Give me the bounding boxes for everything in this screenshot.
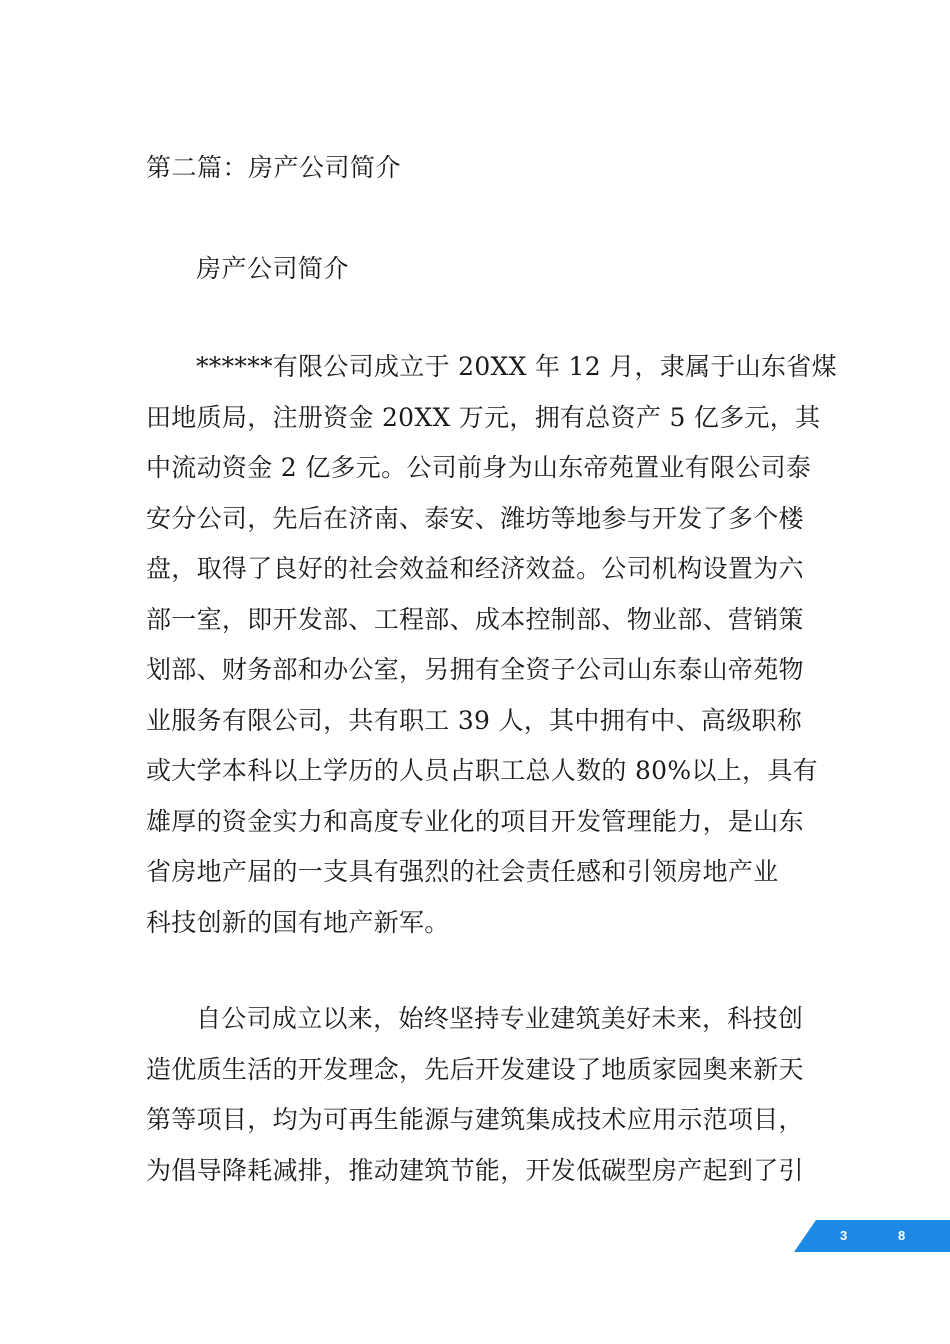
paragraph-line: 科技创新的国有地产新军。 [146, 907, 450, 937]
paragraph-line: 自公司成立以来，始终坚持专业建筑美好未来，科技创 [196, 1004, 804, 1033]
paragraph-line: 盘，取得了良好的社会效益和经济效益。公司机构设置为六 [146, 554, 804, 583]
paragraph-line: 部一室，即开发部、工程部、成本控制部、物业部、营销策 [146, 604, 804, 634]
paragraph-line: 省房地产届的一支具有强烈的社会责任感和引领房地产业 [146, 857, 779, 886]
paragraph-line: 划部、财务部和办公室，另拥有全资子公司山东泰山帝苑物 [146, 655, 804, 684]
paragraph-line: 业服务有限公司，共有职工 39 人，其中拥有中、高级职称 [146, 705, 803, 735]
paragraph-line: 第等项目，均为可再生能源与建筑集成技术应用示范项目， [146, 1105, 804, 1134]
paragraph-line: 造优质生活的开发理念，先后开发建设了地质家园奥来新天 [146, 1054, 804, 1084]
section-title: 房产公司简介 [196, 254, 350, 283]
document-heading: 第二篇：房产公司简介 [146, 153, 402, 182]
paragraph-line: 田地质局，注册资金 20XX 万元，拥有总资产 5 亿多元，其 [146, 402, 821, 432]
paragraph-line: ******有限公司成立于 20XX 年 12 月，隶属于山东省煤 [196, 352, 837, 381]
page-indicator [794, 1220, 950, 1252]
total-page-number: 8 [898, 1228, 906, 1243]
paragraph-line: 为倡导降耗减排，推动建筑节能，开发低碳型房产起到了引 [146, 1155, 804, 1185]
paragraph-line: 或大学本科以上学历的人员占职工总人数的 80%以上，具有 [146, 756, 818, 785]
page-indicator-shape [794, 1220, 950, 1252]
paragraph-line: 安分公司，先后在济南、泰安、潍坊等地参与开发了多个楼 [146, 503, 804, 533]
current-page-number: 3 [840, 1228, 848, 1243]
page-indicator-background [794, 1220, 950, 1252]
paragraph-line: 雄厚的资金实力和高度专业化的项目开发管理能力，是山东 [146, 806, 804, 836]
paragraph-2 [146, 994, 810, 1196]
paragraph-1 [146, 342, 837, 948]
paragraph-line: 中流动资金 2 亿多元。公司前身为山东帝苑置业有限公司泰 [146, 453, 812, 482]
